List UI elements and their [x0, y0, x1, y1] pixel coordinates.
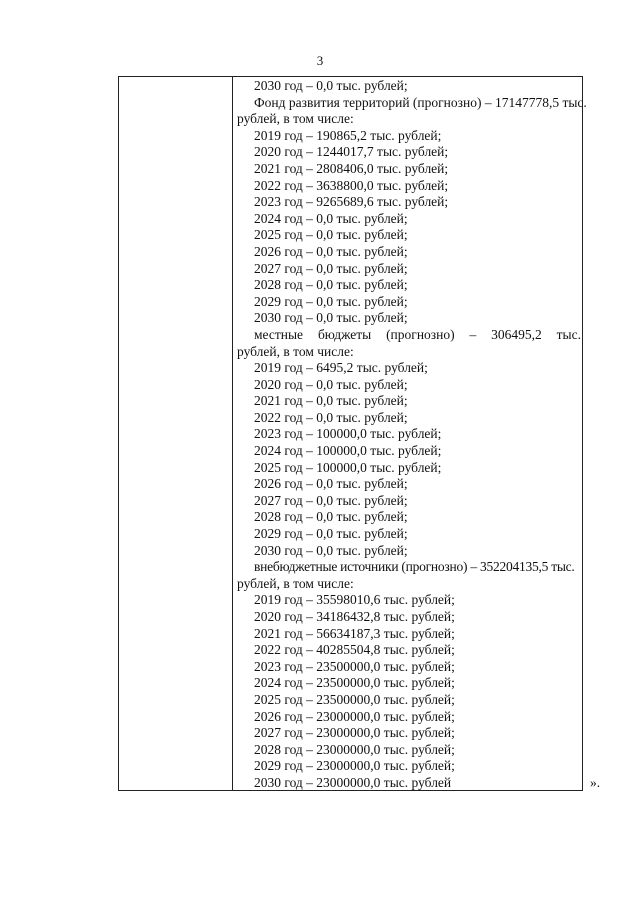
fund-years-list — [237, 128, 581, 327]
year-line: 2022 год – 3638800,0 тыс. рублей; — [254, 177, 449, 193]
year-line: 2021 год – 2808406,0 тыс. рублей; — [254, 160, 449, 176]
local-word: тыс. — [556, 326, 581, 342]
year-line: 2028 год – 23000000,0 тыс. рублей; — [254, 741, 455, 757]
local-paragraph-line2: рублей, в том числе: — [237, 343, 354, 359]
year-line: 2025 год – 100000,0 тыс. рублей; — [254, 459, 442, 475]
extra-paragraph-line1: внебюджетные источники (прогнозно) – 352204135,5 тыс. — [254, 559, 575, 575]
local-word: (прогнозно) — [386, 326, 455, 342]
year-line: 2019 год – 190865,2 тыс. рублей; — [254, 127, 442, 143]
local-word: – — [469, 326, 477, 342]
year-line: 2021 год – 0,0 тыс. рублей; — [254, 393, 408, 409]
year-line: 2030 год – 0,0 тыс. рублей; — [254, 310, 408, 326]
year-line: 2022 год – 40285504,8 тыс. рублей; — [254, 642, 455, 658]
content-cell — [237, 78, 587, 792]
year-line: 2025 год – 0,0 тыс. рублей; — [254, 227, 408, 243]
year-line: 2029 год – 0,0 тыс. рублей; — [254, 526, 408, 542]
year-line: 2029 год – 23000000,0 тыс. рублей; — [254, 758, 455, 774]
extra-years-list — [237, 592, 581, 791]
fund-paragraph — [237, 94, 587, 128]
local-word: бюджеты — [317, 326, 372, 342]
year-line: 2022 год – 0,0 тыс. рублей; — [254, 409, 408, 425]
year-line: 2025 год – 23500000,0 тыс. рублей; — [254, 691, 455, 707]
year-line: 2020 год – 34186432,8 тыс. рублей; — [254, 609, 455, 624]
year-line: 2019 год – 6495,2 тыс. рублей; — [254, 360, 428, 376]
year-line: 2020 год – 0,0 тыс. рублей; — [254, 376, 408, 392]
extra-paragraph-line2: рублей, в том числе: — [237, 575, 354, 591]
year-line: 2028 год – 0,0 тыс. рублей; — [254, 509, 408, 525]
year-line: 2023 год – 9265689,6 тыс. рублей; — [254, 194, 449, 210]
table-column-divider — [232, 76, 233, 791]
year-line: 2019 год – 35598010,6 тыс. рублей; — [254, 592, 455, 608]
page-number: 3 — [316, 53, 324, 68]
year-line: 2030 год – 23000000,0 тыс. рублей — [254, 774, 452, 790]
year-line: 2030 год – 0,0 тыс. рублей; — [254, 78, 408, 93]
local-word: 306495,2 — [491, 326, 542, 342]
closing-quote: ». — [590, 775, 601, 790]
year-line: 2028 год – 0,0 тыс. рублей; — [254, 277, 408, 293]
local-word: местные — [254, 326, 304, 342]
year-line: 2024 год – 100000,0 тыс. рублей; — [254, 443, 442, 459]
year-line: 2027 год – 0,0 тыс. рублей; — [254, 260, 408, 276]
local-paragraph — [237, 327, 581, 360]
year-line: 2026 год – 0,0 тыс. рублей; — [254, 243, 408, 259]
year-line: 2027 год – 23000000,0 тыс. рублей; — [254, 725, 455, 741]
year-line: 2027 год – 0,0 тыс. рублей; — [254, 492, 408, 508]
year-line: 2023 год – 100000,0 тыс. рублей; — [254, 426, 442, 442]
fund-paragraph-line2: рублей, в том числе: — [237, 111, 354, 127]
year-line: 2029 год – 0,0 тыс. рублей; — [254, 293, 408, 309]
year-line: 2023 год – 23500000,0 тыс. рублей; — [254, 658, 455, 674]
local-years-list — [237, 360, 581, 559]
year-line: 2026 год – 23000000,0 тыс. рублей; — [254, 708, 455, 724]
year-line: 2024 год – 0,0 тыс. рублей; — [254, 210, 408, 226]
local-paragraph-line1 — [237, 327, 581, 344]
year-line: 2020 год – 1244017,7 тыс. рублей; — [254, 144, 449, 160]
extra-paragraph — [237, 559, 581, 592]
year-line: 2024 год – 23500000,0 тыс. рублей; — [254, 675, 455, 691]
year-line: 2021 год – 56634187,3 тыс. рублей; — [254, 625, 455, 641]
year-line: 2030 год – 0,0 тыс. рублей; — [254, 542, 408, 558]
fund-paragraph-line1: Фонд развития территорий (прогнозно) – 17147778,5 тыс. — [254, 94, 587, 110]
year-line: 2026 год – 0,0 тыс. рублей; — [254, 476, 408, 492]
